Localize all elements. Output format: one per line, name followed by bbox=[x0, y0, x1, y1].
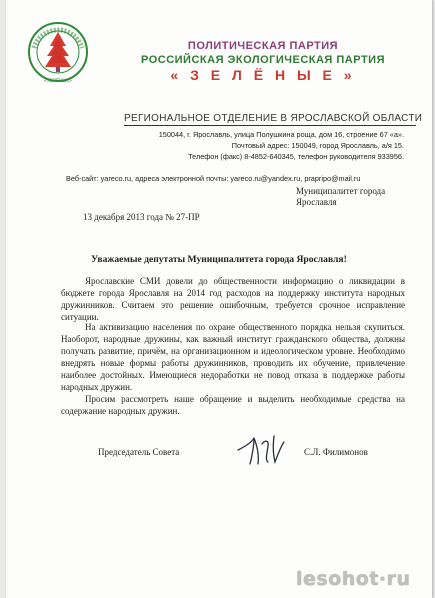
branch-postal-address: Почтовый адрес: 150049, город Ярославль, а/я 15. bbox=[231, 141, 404, 150]
paragraph-3: Просим рассмотреть наше обращение и выделить необходимые средства на содержание народных дружин. bbox=[61, 394, 405, 416]
party-header-line3: « З Е Л Ё Н Ы Е » bbox=[170, 67, 356, 83]
recipient-line2: Ярославля bbox=[296, 197, 337, 207]
party-header bbox=[98, 40, 428, 83]
date-reference: 13 декабря 2013 года № 27-ПР bbox=[83, 212, 200, 222]
branch-phone: Телефон (факс) 8-4852-640345, телефон руководителя 933956. bbox=[188, 152, 404, 161]
branch-web-contacts: Веб-сайт: yareco.ru, адреса электронной почты: yareco.ru@yandex.ru, prapripo@mail.ru bbox=[66, 174, 361, 183]
letter-page bbox=[6, 0, 432, 598]
signer-name: С.Л. Филимонов bbox=[304, 447, 368, 457]
paragraph-1: Ярославские СМИ довели до общественности информацию о ликвидации в бюджете города Ярославля на 2014 год расходов на поддержку института народных дружинников. Считаем это решение ошибочным, требуется срочное исправление ситуации. bbox=[61, 276, 405, 322]
site-watermark: lesohot·ru bbox=[296, 568, 411, 590]
signer-position: Председатель Совета bbox=[98, 447, 180, 457]
paragraph-2: На активизацию населения по охране общественного порядка нельзя скупиться. Наоборот, народные дружины, как важный институт гражданского общества, должны получать развитие, причём, на организационном и идеологическом уровне. Необходимо внедрять новые формы работы дружинников, проводить их обучение, привлечение наиболее достойных. Имеющиеся недоработки не повод отказа в поддержке работы народных дружин. bbox=[61, 322, 405, 392]
svg-text:«ЗЕЛЁНЫЕ»: «ЗЕЛЁНЫЕ» bbox=[43, 79, 73, 84]
handwritten-signature bbox=[232, 428, 306, 468]
recipient-line1: Муниципалитет города bbox=[296, 186, 386, 196]
salutation: Уважаемые депутаты Муниципалитета города Ярославля! bbox=[91, 254, 347, 265]
branch-address: 150044, г. Ярославль, улица Полушкина роща, дом 16, строение 67 «а». bbox=[158, 130, 404, 139]
branch-title: РЕГИОНАЛЬНОЕ ОТДЕЛЕНИЕ В ЯРОСЛАВСКОЙ ОБЛАСТИ bbox=[124, 113, 423, 124]
party-header-line1: ПОЛИТИЧЕСКАЯ ПАРТИЯ bbox=[187, 40, 339, 52]
party-header-line2: РОССИЙСКАЯ ЭКОЛОГИЧЕСКАЯ ПАРТИЯ bbox=[141, 54, 385, 66]
recipient bbox=[296, 186, 385, 208]
party-logo-icon bbox=[26, 18, 90, 94]
header-divider bbox=[124, 125, 416, 126]
